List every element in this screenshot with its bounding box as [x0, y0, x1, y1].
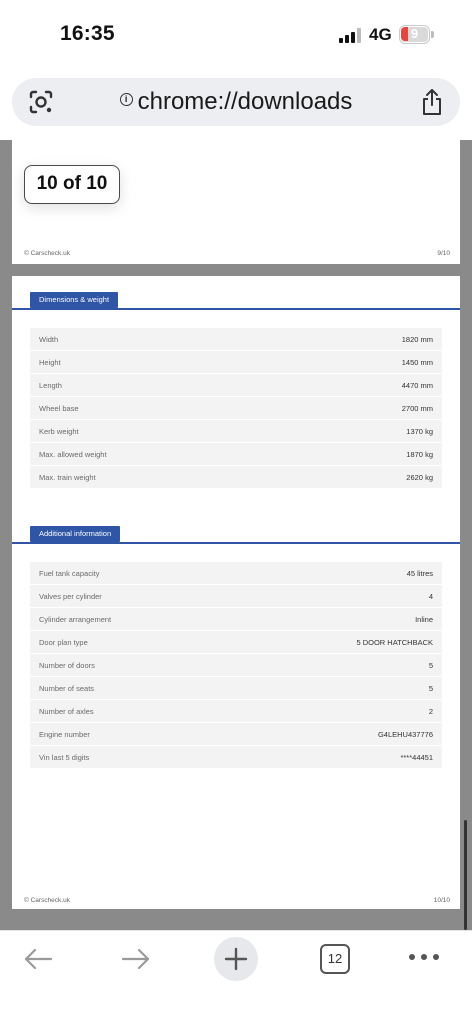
table-row [30, 631, 442, 654]
section-title: Dimensions & weight [30, 292, 118, 308]
dimensions-table [30, 328, 442, 489]
section-header [12, 292, 460, 312]
share-icon[interactable] [420, 88, 444, 116]
row-value: 1370 kg [406, 427, 433, 436]
row-value: 5 DOOR HATCHBACK [356, 638, 433, 647]
url-text[interactable] [12, 78, 460, 126]
pdf-viewer[interactable] [0, 140, 472, 930]
row-label: Fuel tank capacity [39, 569, 100, 578]
status-bar [0, 0, 472, 70]
page-footer-number: 10/10 [433, 897, 450, 904]
section-header [12, 526, 460, 546]
table-row [30, 746, 442, 769]
new-tab-button[interactable] [214, 937, 258, 981]
battery-level: 9 [410, 26, 419, 41]
row-value: 4470 mm [401, 381, 433, 390]
row-label: Kerb weight [39, 427, 79, 436]
row-label: Number of seats [39, 684, 95, 693]
battery-nub [431, 31, 434, 38]
section-title: Additional information [30, 526, 120, 542]
row-label: Engine number [39, 730, 90, 739]
table-row [30, 443, 442, 466]
row-label: Vin last 5 digits [39, 753, 90, 762]
table-row [30, 654, 442, 677]
table-row [30, 466, 442, 489]
page-footer-number: 9/10 [437, 250, 450, 257]
pdf-page-10 [12, 276, 460, 909]
table-row [30, 420, 442, 443]
section-divider [12, 308, 460, 310]
signal-strength-icon [339, 28, 361, 43]
row-value: Inline [415, 615, 433, 624]
row-label: Number of doors [39, 661, 95, 670]
row-label: Width [39, 335, 59, 344]
row-value: G4LEHU437776 [377, 730, 433, 739]
row-label: Door plan type [39, 638, 88, 647]
table-row [30, 562, 442, 585]
back-arrow-icon[interactable] [22, 945, 54, 973]
row-label: Valves per cylinder [39, 592, 102, 601]
row-value: 2620 kg [406, 473, 433, 482]
page-counter: 10 of 10 [24, 165, 120, 204]
row-value: 5 [428, 684, 433, 693]
row-label: Number of axles [39, 707, 94, 716]
row-value: 5 [428, 661, 433, 670]
table-row [30, 397, 442, 420]
row-label: Length [39, 381, 62, 390]
table-row [30, 700, 442, 723]
battery-icon [399, 25, 430, 44]
table-row [30, 723, 442, 746]
row-label: Height [39, 358, 61, 367]
page-footer-copyright: © Carscheck.uk [24, 897, 70, 904]
row-value: 2 [428, 707, 433, 716]
bottom-toolbar [0, 930, 472, 1024]
address-bar[interactable] [12, 78, 460, 126]
table-row [30, 677, 442, 700]
network-type: 4G [369, 25, 392, 44]
table-row [30, 328, 442, 351]
table-row [30, 351, 442, 374]
row-label: Max. train weight [39, 473, 96, 482]
row-value: 1870 kg [406, 450, 433, 459]
section-divider [12, 542, 460, 544]
additional-info-table [30, 562, 442, 769]
row-label: Cylinder arrangement [39, 615, 112, 624]
row-label: Wheel base [39, 404, 79, 413]
url-value: chrome://downloads [137, 88, 353, 115]
scrollbar[interactable] [464, 820, 467, 930]
table-row [30, 608, 442, 631]
table-row [30, 585, 442, 608]
status-time: 16:35 [60, 22, 115, 45]
row-label: Max. allowed weight [39, 450, 107, 459]
info-icon[interactable]: i [120, 93, 133, 106]
table-row [30, 374, 442, 397]
row-value: 2700 mm [401, 404, 433, 413]
row-value: ****44451 [400, 753, 433, 762]
more-dots-icon[interactable] [409, 951, 439, 963]
page-footer-copyright: © Carscheck.uk [24, 250, 70, 257]
plus-icon [214, 937, 258, 981]
forward-arrow-icon[interactable] [120, 945, 152, 973]
row-value: 1450 mm [401, 358, 433, 367]
tab-switcher-button[interactable]: 12 [320, 944, 350, 974]
row-value: 45 litres [406, 569, 433, 578]
row-value: 4 [428, 592, 433, 601]
row-value: 1820 mm [401, 335, 433, 344]
